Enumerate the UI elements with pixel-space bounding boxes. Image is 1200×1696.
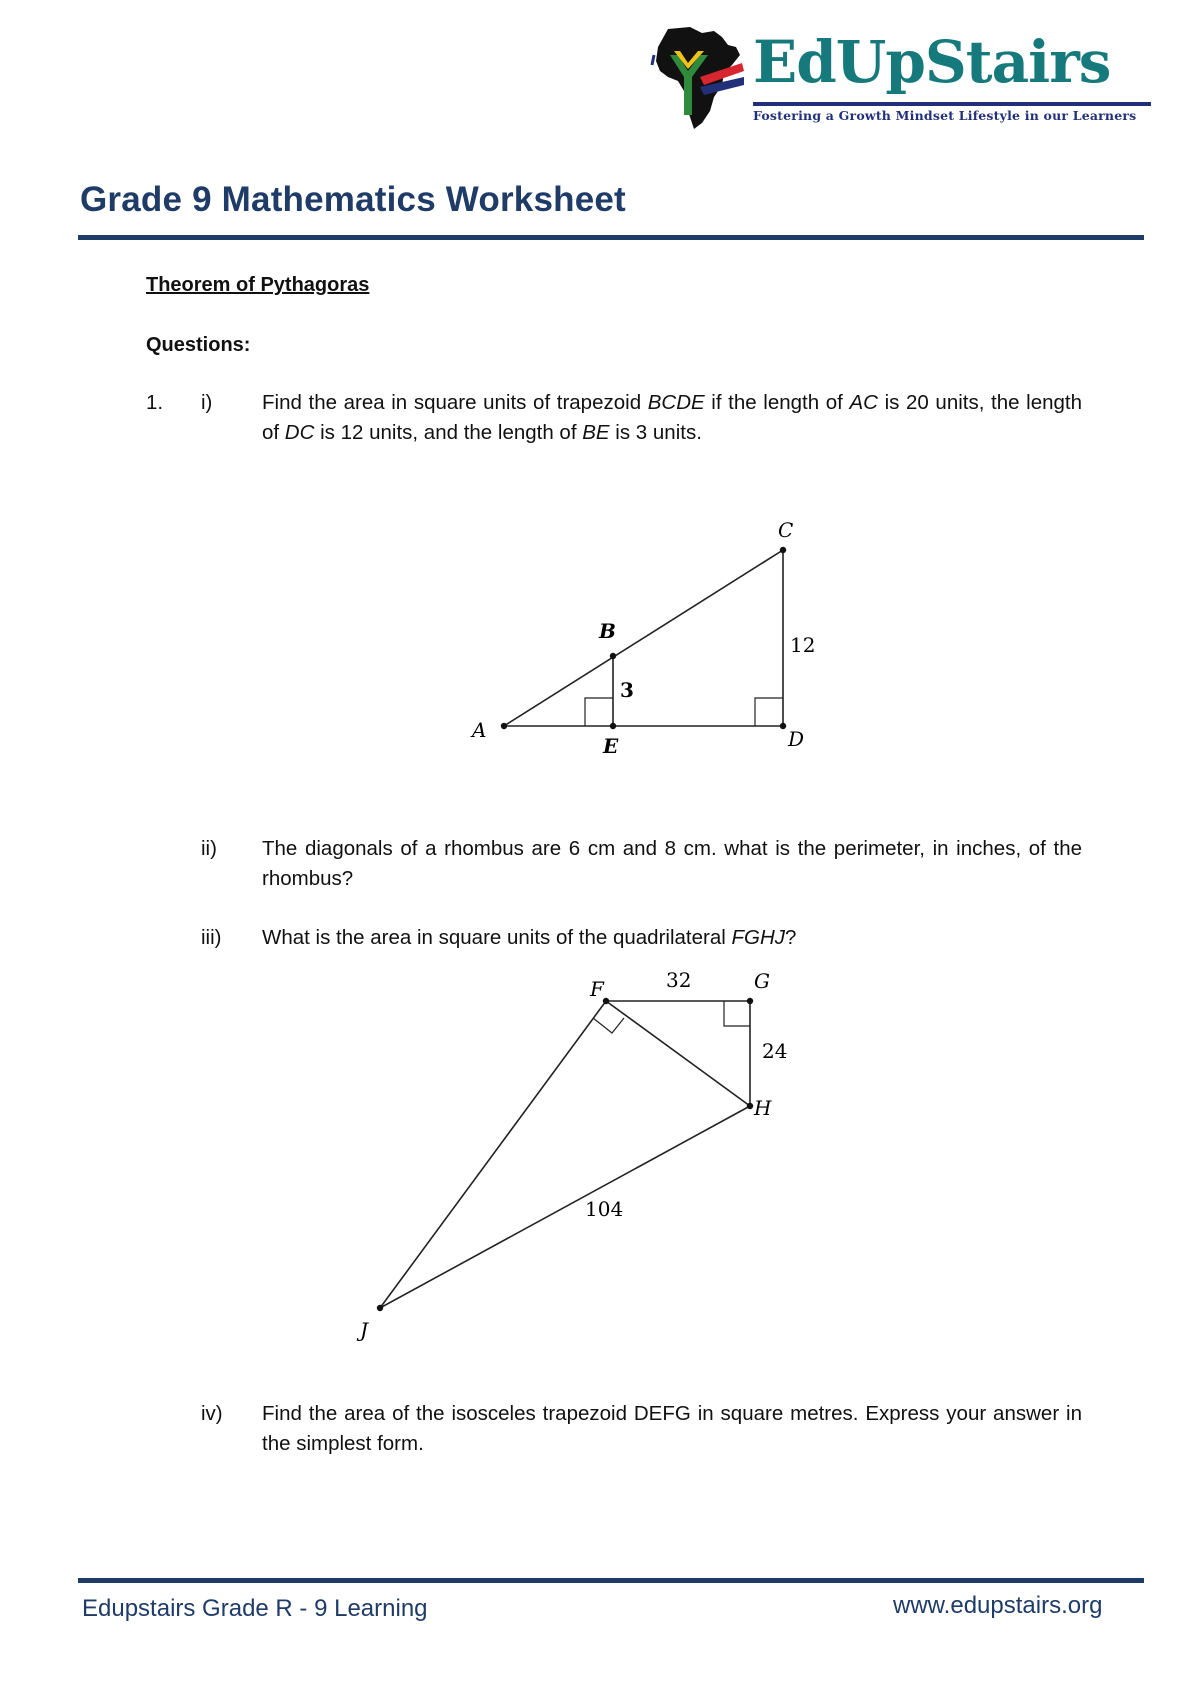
topic-heading: Theorem of Pythagoras: [146, 274, 370, 296]
label-h: H: [754, 1096, 772, 1120]
right-angle-d: [755, 698, 783, 726]
point-g: [747, 998, 753, 1004]
segment-ac: [504, 550, 783, 726]
point-e: [610, 723, 616, 729]
question-part-iv: iv): [201, 1402, 223, 1425]
footer-divider: [78, 1578, 1144, 1583]
segment-fj: [380, 1001, 606, 1308]
label-j: J: [360, 1318, 369, 1342]
question-part-ii: ii): [201, 837, 217, 860]
africa-map-icon: [650, 25, 750, 135]
page-title: Grade 9 Mathematics Worksheet: [80, 180, 626, 219]
point-b: [610, 653, 616, 659]
segment-hj: [380, 1106, 750, 1308]
question-part-iii: iii): [201, 926, 222, 949]
tagline-rule: [753, 102, 1151, 106]
label-d: D: [788, 727, 805, 751]
segment-fh: [606, 1001, 750, 1106]
right-angle-e: [585, 698, 613, 726]
title-divider: [78, 235, 1144, 240]
label-e: E: [603, 734, 619, 758]
point-a: [501, 723, 507, 729]
label-g: G: [754, 969, 770, 993]
label-c: C: [778, 518, 794, 542]
brand-name: EdUpStairs: [753, 28, 1111, 96]
question-text-iv: Find the area of the isosceles trapezoid DEFG in square metres. Express your answer in the simplest form.: [262, 1402, 1082, 1455]
right-angle-g: [724, 1001, 750, 1026]
question-text-iii: What is the area in square units of the quadrilateral FGHJ?: [262, 926, 797, 949]
measure-gh: 24: [762, 1039, 788, 1063]
label-f: F: [590, 977, 604, 1001]
point-j: [377, 1305, 383, 1311]
measure-hj: 104: [585, 1197, 624, 1221]
question-number: 1.: [146, 391, 164, 414]
point-c: [780, 547, 786, 553]
tagline: Fostering a Growth Mindset Lifestyle in our Learners: [753, 108, 1137, 123]
triangle-figure-1: [460, 515, 820, 770]
point-h: [747, 1103, 753, 1109]
question-part-i: i): [201, 391, 213, 414]
question-text-ii: The diagonals of a rhombus are 6 cm and 8 cm. what is the perimeter, in inches, of the rhombus?: [262, 837, 1082, 890]
measure-dc: 12: [790, 633, 816, 657]
label-b: B: [599, 619, 616, 643]
label-a: A: [472, 718, 487, 742]
questions-label: Questions:: [146, 334, 251, 356]
measure-be: 3: [620, 678, 634, 702]
footer-website-link[interactable]: www.edupstairs.org: [893, 1592, 1103, 1619]
right-angle-f: [593, 1018, 624, 1033]
question-text-i: Find the area in square units of trapezoid BCDE if the length of AC is 20 units, the length of DC is 12 units, and the length of BE is 3 units.: [262, 391, 1083, 444]
measure-fg: 32: [666, 968, 692, 992]
edupstairs-logo: [650, 25, 1155, 135]
footer-left-text: Edupstairs Grade R - 9 Learning: [82, 1595, 428, 1622]
point-d: [780, 723, 786, 729]
quadrilateral-figure-2: [340, 960, 810, 1350]
